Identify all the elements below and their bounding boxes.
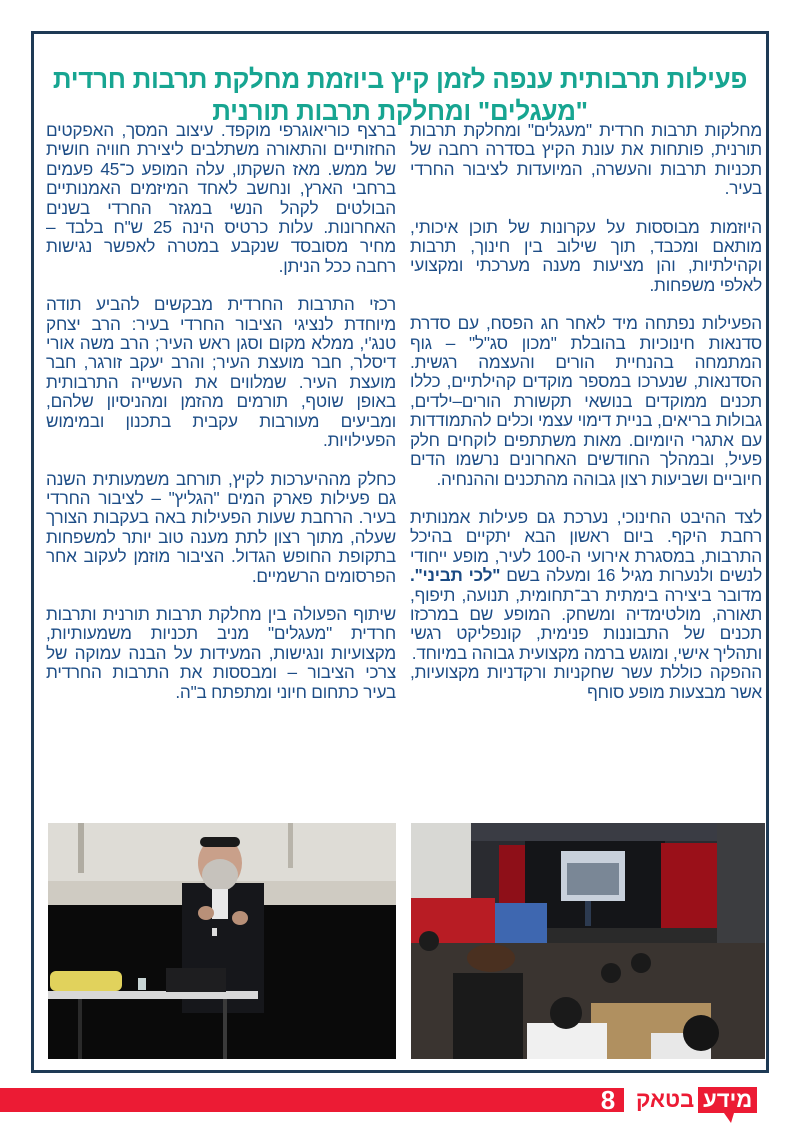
- audience-hall-photo: [411, 823, 765, 1059]
- paragraph: שיתוף הפעולה בין מחלקת תרבות תורנית ותרבות חרדית "מעגלים" מניב תכניות משמעותיות, מקצועיות ונגישות, המעידות על הבנה עמוקה של צרכי הציבור – ומבססות את התרבות החרדית בעיר כתחום חיוני ומתפתח ב"ה.: [46, 603, 396, 702]
- paragraph: ההפקה כוללת עשר שחקניות ורקדניות מקצועיות, אשר מבצעות מופע סוחף: [410, 662, 762, 702]
- paragraph: לצד ההיבט החינוכי, נערכת גם פעילות אמנותית רחבת היקף. ביום ראשון הבא יתקיים בהיכל התרבות, במסגרת אירועי ה-100 לעיר, מופע ייחודי לנשים ולנערות מגיל 16 ומעלה בשם "לכי תביני". מדובר ביצירה בימתית רב־תחומית, תנועה, תיפוף, תאורה, מולטימדיה ומשחק. המופע שם במרכזו תכנים של התבוננות פנימית, קונפליקט רגשי ותהליך אישי, ומוגש ברמה מקצועית גבוהה במיוחד.: [410, 506, 763, 663]
- article-column-right: [410, 121, 762, 702]
- paragraph: הפעילות נפתחה מיד לאחר חג הפסח, עם סדרת סדנאות חינוכיות בהובלת "מכון סג"ל" – גוף המתמחה בהנחיית הורים והעצמה רגשית. הסדנאות, שנערכו במספר מוקדים קהילתיים, כללו תכנים ממוקדים בנושאי תקשורת הורים–ילדים, גבולות בריאים, בניית דימוי עצמי וכלים להתמודדות עם אתגרי היומיום. מאות משתתפים לוקחים חלק פעיל, ובמהלך החודשים האחרונים נרשמו הדים חיוביים ושביעות רצון גבוהה מהתכנים וההנחיה.: [410, 313, 762, 489]
- speaker-on-stage-photo: [48, 823, 396, 1059]
- show-title: "לכי תביני".: [410, 565, 501, 586]
- paragraph: כחלק מההיערכות לקיץ, תורחב משמעותית השנה גם פעילות פארק המים "הגליץ" – לציבור החרדי בעיר. הרחבת שעות הפעילות באה בעקבות הצורך שעלה, מתוך רצון לתת מענה טוב יותר למשפחות בתקופת החופש הגדול. הציבור מוזמן לעקוב אחר הפרסומים הרשמיים.: [46, 468, 396, 586]
- paragraph: רכזי התרבות החרדית מבקשים להביע תודה מיוחדת לנציגי הציבור החרדי בעיר: הרב יצחק טנג'י, ממלא מקום וסגן ראש העיר; הרב משה אורי דיסלר, חבר מועצת העיר; והרב יעקב זורגר, חבר מועצת העיר. שמלווים את העשייה התרבותית באופן שוטף, תורמים מהזמן ומהניסיון שלהם, ומביעים מעורבות עקבית בתכנון ובמימוש הפעילויות.: [46, 294, 396, 451]
- logo-text: בטאק: [636, 1087, 695, 1112]
- paragraph: ברצף כוריאוגרפי מוקפד. עיצוב המסך, האפקטים החזותיים והתאורה משתלבים ליצירת חוויה חושית של ממש. מאז השקתו, עלה המופע כ־45 פעמים ברחבי הארץ, ונחשב לאחד המיזמים האמנותיים הבולטים לקהל הנשי במגזר החרדי בשנים האחרונות. עלות כרטיס הינה 25 ש"ח בלבד – מחיר מסובסד שנקבע במטרה לאפשר נגישות רחבה ככל הניתן.: [46, 120, 396, 276]
- article-column-left: [46, 121, 396, 721]
- publication-logo: [636, 1087, 757, 1113]
- paragraph: מחלקות תרבות חרדית "מעגלים" ומחלקת תרבות תורנית, פותחות את עונת הקיץ בסדרה רחבה של תכניות תרבות והעשרה, המיועדות לציבור החרדי בעיר.: [410, 120, 762, 199]
- page-number: 8: [600, 1085, 616, 1115]
- paragraph: היוזמות מבוססות על עקרונות של תוכן איכותי, מותאם ומכבד, תוך שילוב בין חינוך, תרבות וקהילתיות, והן מציעות מענה מערכתי ומקצועי לאלפי משפחות.: [410, 216, 762, 295]
- footer-red-bar: [0, 1085, 624, 1115]
- article-headline: פעילות תרבותית ענפה לזמן קיץ ביוזמת מחלקת תרבות חרדית "מעגלים" ומחלקת תרבות תורנית: [52, 64, 748, 127]
- logo-box-label: מידע: [698, 1087, 757, 1113]
